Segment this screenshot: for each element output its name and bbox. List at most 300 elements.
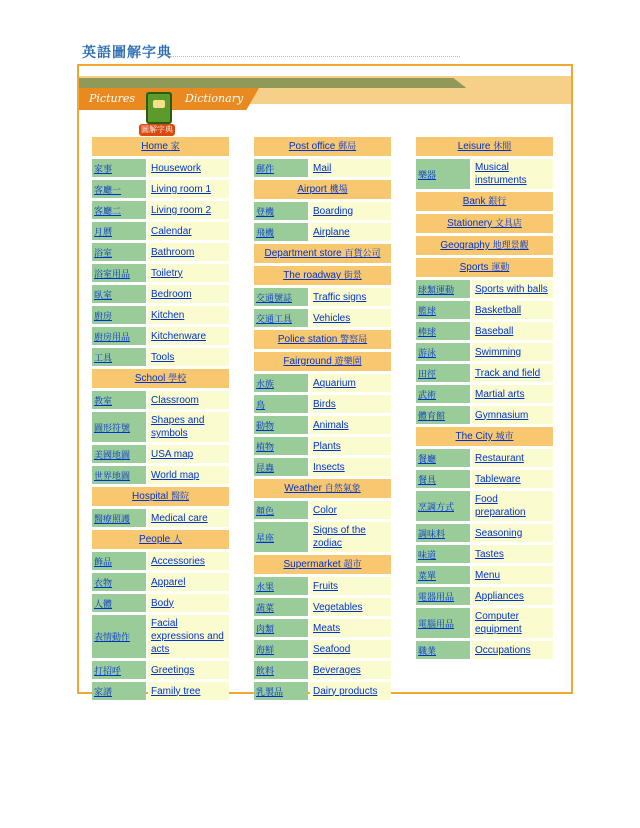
entry-en-cell xyxy=(310,501,391,519)
entry-en-link[interactable]: Housework xyxy=(151,162,202,174)
category-header[interactable] xyxy=(92,137,229,156)
category-header[interactable] xyxy=(416,192,553,211)
category-en: Sports xyxy=(459,262,489,273)
entry-zh-link[interactable]: 教室 xyxy=(94,396,113,407)
category-link[interactable] xyxy=(284,483,360,494)
entry-zh-link[interactable]: 植物 xyxy=(256,442,275,453)
entry-zh-link[interactable]: 體育館 xyxy=(418,411,446,422)
entry-en-link[interactable]: Family tree xyxy=(151,685,201,697)
entry-zh-link[interactable]: 水果 xyxy=(256,582,275,593)
entry-en-cell xyxy=(310,374,391,392)
entry-zh-cell xyxy=(92,243,146,261)
entry-zh-cell xyxy=(416,524,470,542)
category-zh: 百貨公司 xyxy=(344,249,381,259)
category-zh: 人 xyxy=(172,535,182,545)
entry-en-link[interactable]: Musical instruments xyxy=(475,162,527,186)
entry-row xyxy=(92,222,229,240)
category-en: Post office xyxy=(288,141,336,152)
entry-zh-link[interactable]: 客廳二 xyxy=(94,206,122,217)
entry-zh-link[interactable]: 飛機 xyxy=(256,228,275,239)
entry-row xyxy=(416,449,553,467)
entry-zh-cell xyxy=(416,406,470,424)
category-header[interactable] xyxy=(92,369,229,388)
entry-en-link[interactable]: World map xyxy=(151,469,200,481)
entry-row xyxy=(92,615,229,658)
entry-en-link[interactable]: Living room 2 xyxy=(151,204,212,216)
category-zh: 城市 xyxy=(495,432,514,442)
category-link[interactable] xyxy=(139,534,182,545)
entry-zh-cell xyxy=(416,301,470,319)
entry-zh-link[interactable]: 味道 xyxy=(418,550,437,561)
entry-row xyxy=(416,545,553,563)
entry-zh-link[interactable]: 籃球 xyxy=(418,306,437,317)
entry-en-cell xyxy=(148,159,229,177)
entry-zh-link[interactable]: 烹調方式 xyxy=(418,502,455,513)
category-zh: 家 xyxy=(170,142,180,152)
entry-row xyxy=(416,491,553,521)
entry-en-cell xyxy=(310,577,391,595)
entry-zh-link[interactable]: 餐廳 xyxy=(418,454,437,465)
entry-en-link[interactable]: Vehicles xyxy=(313,312,351,324)
entry-zh-cell xyxy=(92,264,146,282)
category-header[interactable] xyxy=(254,137,391,156)
category-header[interactable] xyxy=(92,530,229,549)
entry-en-cell xyxy=(472,280,553,298)
entry-en-cell xyxy=(472,449,553,467)
entry-row xyxy=(92,285,229,303)
entry-zh-link[interactable]: 鳥 xyxy=(256,400,266,411)
entry-zh-link[interactable]: 水族 xyxy=(256,379,275,390)
entry-zh-cell xyxy=(254,374,308,392)
category-header[interactable] xyxy=(416,236,553,255)
category-header[interactable] xyxy=(254,479,391,498)
entry-zh-cell xyxy=(254,437,308,455)
entry-zh-cell xyxy=(92,466,146,484)
category-header[interactable] xyxy=(416,258,553,277)
category-header[interactable] xyxy=(254,180,391,199)
entry-en-link[interactable]: Accessories xyxy=(151,555,205,567)
entry-zh-link[interactable]: 顏色 xyxy=(256,506,275,517)
entry-row xyxy=(254,682,391,700)
entry-row xyxy=(92,306,229,324)
entry-zh-cell xyxy=(92,445,146,463)
entry-en-cell xyxy=(472,524,553,542)
entry-en-link[interactable]: Martial arts xyxy=(475,388,525,400)
category-zh: 銀行 xyxy=(488,197,507,207)
entry-en-link[interactable]: Sports with balls xyxy=(475,283,548,295)
category-zh: 街景 xyxy=(343,271,362,281)
entry-zh-link[interactable]: 菜單 xyxy=(418,571,437,582)
entry-en-cell xyxy=(310,437,391,455)
entry-row xyxy=(254,288,391,306)
entry-row xyxy=(254,619,391,637)
entry-zh-cell xyxy=(254,223,308,241)
category-en: Bank xyxy=(462,196,486,207)
entry-zh-link[interactable]: 武術 xyxy=(418,390,437,401)
entry-zh-link[interactable]: 月曆 xyxy=(94,227,113,238)
category-link[interactable] xyxy=(297,184,347,195)
entry-zh-cell xyxy=(92,615,146,658)
entry-en-link[interactable]: Plants xyxy=(313,440,341,452)
entry-zh-cell xyxy=(416,491,470,521)
entry-en-cell xyxy=(310,288,391,306)
category-link[interactable] xyxy=(447,218,522,229)
entry-en-link[interactable]: Living room 1 xyxy=(151,183,212,195)
entry-zh-link[interactable]: 電腦用品 xyxy=(418,619,455,630)
entry-zh-cell xyxy=(92,573,146,591)
entry-en-link[interactable]: Shapes and symbols xyxy=(151,415,205,439)
entry-zh-link[interactable]: 職業 xyxy=(418,646,437,657)
category-en: Hospital xyxy=(132,491,169,502)
entry-zh-cell xyxy=(416,566,470,584)
entry-en-cell xyxy=(148,222,229,240)
entry-en-link[interactable]: Toiletry xyxy=(151,267,183,279)
category-link[interactable] xyxy=(283,270,362,281)
entry-zh-link[interactable]: 臥室 xyxy=(94,290,113,301)
entry-row xyxy=(416,406,553,424)
entry-zh-link[interactable]: 田徑 xyxy=(418,369,437,380)
entry-en-cell xyxy=(472,566,553,584)
entry-zh-link[interactable]: 人體 xyxy=(94,599,113,610)
entry-en-link[interactable]: Aquarium xyxy=(313,377,356,389)
entry-zh-cell xyxy=(92,222,146,240)
entry-row xyxy=(254,223,391,241)
entry-en-cell xyxy=(472,608,553,638)
category-header[interactable] xyxy=(416,427,553,446)
entry-row xyxy=(416,280,553,298)
category-en: The City xyxy=(455,431,493,442)
entry-en-link[interactable]: Vegetables xyxy=(313,601,363,613)
entry-en-cell xyxy=(148,180,229,198)
entry-zh-link[interactable]: 球類運動 xyxy=(418,285,455,296)
entry-en-link[interactable]: Tastes xyxy=(475,548,504,560)
entry-zh-cell xyxy=(254,577,308,595)
entry-zh-link[interactable]: 肉類 xyxy=(256,624,275,635)
entry-en-link[interactable]: Calendar xyxy=(151,225,192,237)
entry-en-cell xyxy=(148,243,229,261)
category-en: Home xyxy=(141,141,168,152)
entry-en-link[interactable]: Beverages xyxy=(313,664,361,676)
entry-row xyxy=(92,412,229,442)
entry-en-link[interactable]: Traffic signs xyxy=(313,291,367,303)
entry-row xyxy=(92,348,229,366)
entry-zh-cell xyxy=(92,327,146,345)
entry-en-link[interactable]: Computer equipment xyxy=(475,611,522,635)
entry-row xyxy=(416,301,553,319)
column-2 xyxy=(254,137,391,703)
category-header[interactable] xyxy=(254,244,391,263)
entry-zh-link[interactable]: 交通工具 xyxy=(256,314,293,325)
entry-en-link[interactable]: Dairy products xyxy=(313,685,378,697)
category-link[interactable] xyxy=(463,196,507,207)
entry-en-link[interactable]: Facial expressions and acts xyxy=(151,618,224,655)
entry-en-link[interactable]: USA map xyxy=(151,448,194,460)
entry-en-cell xyxy=(148,412,229,442)
entry-zh-link[interactable]: 美國地圖 xyxy=(94,450,131,461)
column-1 xyxy=(92,137,229,703)
entry-en-cell xyxy=(472,343,553,361)
category-en: The roadway xyxy=(283,270,341,281)
entry-en-link[interactable]: Mail xyxy=(313,162,332,174)
entry-zh-link[interactable]: 游泳 xyxy=(418,348,437,359)
entry-zh-cell xyxy=(416,608,470,638)
entry-en-cell xyxy=(310,598,391,616)
entry-zh-cell xyxy=(92,661,146,679)
entry-row xyxy=(254,309,391,327)
entry-en-link[interactable]: Apparel xyxy=(151,576,186,588)
entry-en-link[interactable]: Swimming xyxy=(475,346,522,358)
entry-en-link[interactable]: Basketball xyxy=(475,304,522,316)
entry-en-link[interactable]: Birds xyxy=(313,398,336,410)
entry-row xyxy=(416,322,553,340)
entry-en-cell xyxy=(148,327,229,345)
entry-en-link[interactable]: Fruits xyxy=(313,580,338,592)
category-en: Weather xyxy=(284,483,322,494)
entry-en-link[interactable]: Kitchen xyxy=(151,309,185,321)
entry-en-cell xyxy=(148,201,229,219)
entry-en-link[interactable]: Greetings xyxy=(151,664,195,676)
category-header[interactable] xyxy=(92,487,229,506)
entry-zh-link[interactable]: 世界地圖 xyxy=(94,471,131,482)
entry-row xyxy=(92,552,229,570)
entry-en-cell xyxy=(472,301,553,319)
entry-en-link[interactable]: Appliances xyxy=(475,590,524,602)
entry-en-cell xyxy=(472,322,553,340)
entry-en-cell xyxy=(310,619,391,637)
category-header[interactable] xyxy=(254,352,391,371)
entry-en-link[interactable]: Signs of the zodiac xyxy=(313,525,366,549)
entry-en-cell xyxy=(472,159,553,189)
entry-row xyxy=(416,566,553,584)
entry-zh-cell xyxy=(254,661,308,679)
entry-zh-link[interactable]: 星座 xyxy=(256,533,275,544)
entry-zh-link[interactable]: 廚房用品 xyxy=(94,332,131,343)
entry-en-link[interactable]: Bathroom xyxy=(151,246,195,258)
entry-en-link[interactable]: Animals xyxy=(313,419,349,431)
entry-zh-cell xyxy=(416,587,470,605)
entry-en-cell xyxy=(148,466,229,484)
entry-zh-link[interactable]: 飲料 xyxy=(256,666,275,677)
entry-en-link[interactable]: Body xyxy=(151,597,174,609)
category-link[interactable] xyxy=(460,262,510,273)
category-header[interactable] xyxy=(254,555,391,574)
entry-en-cell xyxy=(148,348,229,366)
entry-zh-cell xyxy=(92,509,146,527)
category-link[interactable] xyxy=(289,141,356,152)
category-zh: 超市 xyxy=(343,560,362,570)
entry-zh-cell xyxy=(416,470,470,488)
entry-en-cell xyxy=(472,641,553,659)
entry-row xyxy=(416,159,553,189)
entry-en-link[interactable]: Kitchenware xyxy=(151,330,207,342)
entry-zh-link[interactable]: 昆蟲 xyxy=(256,463,275,474)
entry-row xyxy=(416,608,553,638)
category-header[interactable] xyxy=(416,137,553,156)
entry-en-cell xyxy=(310,640,391,658)
entry-en-cell xyxy=(310,309,391,327)
entry-en-cell xyxy=(472,545,553,563)
category-header[interactable] xyxy=(254,266,391,285)
entry-row xyxy=(254,395,391,413)
entry-en-cell xyxy=(310,223,391,241)
entry-zh-cell xyxy=(92,306,146,324)
entry-zh-cell xyxy=(254,501,308,519)
entry-zh-cell xyxy=(254,522,308,552)
entry-en-cell xyxy=(148,682,229,700)
entry-zh-link[interactable]: 登機 xyxy=(256,207,275,218)
entry-zh-cell xyxy=(92,285,146,303)
entry-zh-cell xyxy=(254,159,308,177)
entry-zh-link[interactable]: 蔬菜 xyxy=(256,603,275,614)
entry-en-link[interactable]: Meats xyxy=(313,622,341,634)
entry-row xyxy=(92,509,229,527)
entry-en-link[interactable]: Menu xyxy=(475,569,501,581)
entry-zh-cell xyxy=(254,395,308,413)
dictionary-logo xyxy=(139,92,177,136)
entry-en-link[interactable]: Airplane xyxy=(313,226,350,238)
entry-zh-link[interactable]: 棒球 xyxy=(418,327,437,338)
entry-zh-link[interactable]: 醫療照護 xyxy=(94,514,131,525)
entry-en-link[interactable]: Color xyxy=(313,504,337,516)
entry-zh-link[interactable]: 電器用品 xyxy=(418,592,455,603)
entry-zh-link[interactable]: 飾品 xyxy=(94,557,113,568)
entry-zh-link[interactable]: 調味料 xyxy=(418,529,446,540)
entry-zh-link[interactable]: 郵件 xyxy=(256,164,275,175)
dictionary-frame xyxy=(77,64,573,698)
entry-en-link[interactable]: Food preparation xyxy=(475,494,526,518)
entry-zh-link[interactable]: 打招呼 xyxy=(94,666,122,677)
entry-zh-link[interactable]: 餐具 xyxy=(418,475,437,486)
entry-row xyxy=(92,445,229,463)
entry-en-link[interactable]: Tableware xyxy=(475,473,521,485)
entry-en-link[interactable]: Restaurant xyxy=(475,452,524,464)
entry-zh-cell xyxy=(92,682,146,700)
entry-row xyxy=(416,524,553,542)
category-link[interactable] xyxy=(440,240,528,251)
entry-row xyxy=(254,458,391,476)
category-link[interactable] xyxy=(132,491,189,502)
entry-zh-cell xyxy=(92,412,146,442)
entry-row xyxy=(92,180,229,198)
entry-zh-link[interactable]: 衣物 xyxy=(94,578,113,589)
entry-en-cell xyxy=(148,285,229,303)
entry-zh-cell xyxy=(254,309,308,327)
entry-zh-link[interactable]: 工具 xyxy=(94,353,113,364)
entry-row xyxy=(254,577,391,595)
entry-en-cell xyxy=(148,552,229,570)
entry-zh-link[interactable]: 樂器 xyxy=(418,170,437,181)
entry-row xyxy=(254,202,391,220)
entry-zh-link[interactable]: 廚房 xyxy=(94,311,113,322)
entry-row xyxy=(254,437,391,455)
entry-zh-cell xyxy=(416,280,470,298)
entry-row xyxy=(254,640,391,658)
entry-zh-link[interactable]: 乳製品 xyxy=(256,687,284,698)
category-header[interactable] xyxy=(416,214,553,233)
category-link[interactable] xyxy=(283,356,361,367)
category-link[interactable] xyxy=(264,248,380,259)
entry-zh-link[interactable]: 浴室用品 xyxy=(94,269,131,280)
entry-zh-cell xyxy=(416,159,470,189)
entry-en-link[interactable]: Classroom xyxy=(151,394,199,406)
category-link[interactable] xyxy=(283,559,361,570)
entry-en-cell xyxy=(310,661,391,679)
entry-zh-link[interactable]: 交通號誌 xyxy=(256,293,293,304)
entry-en-cell xyxy=(148,594,229,612)
entry-row xyxy=(254,374,391,392)
entry-en-cell xyxy=(472,385,553,403)
category-header[interactable] xyxy=(254,330,391,349)
entry-en-cell xyxy=(310,458,391,476)
entry-row xyxy=(92,264,229,282)
entry-row xyxy=(92,201,229,219)
entry-row xyxy=(254,501,391,519)
category-en: Supermarket xyxy=(283,559,341,570)
entry-en-cell xyxy=(472,470,553,488)
entry-en-link[interactable]: Boarding xyxy=(313,205,354,217)
entry-row xyxy=(92,243,229,261)
category-zh: 文具店 xyxy=(494,219,522,229)
category-en: People xyxy=(139,534,171,545)
entry-en-link[interactable]: Medical care xyxy=(151,512,208,524)
entry-row xyxy=(254,598,391,616)
entry-zh-cell xyxy=(416,322,470,340)
entry-en-link[interactable]: Bedroom xyxy=(151,288,192,300)
entry-en-link[interactable]: Track and field xyxy=(475,367,541,379)
category-link[interactable] xyxy=(458,141,512,152)
entry-en-link[interactable]: Occupations xyxy=(475,644,531,656)
entry-zh-link[interactable]: 客廳一 xyxy=(94,185,122,196)
category-en: Leisure xyxy=(457,141,491,152)
entry-zh-link[interactable]: 家譜 xyxy=(94,687,113,698)
entry-zh-link[interactable]: 海鮮 xyxy=(256,645,275,656)
entry-row xyxy=(416,470,553,488)
entry-zh-cell xyxy=(254,458,308,476)
entry-zh-link[interactable]: 動物 xyxy=(256,421,275,432)
logo-label: 圖解字典 xyxy=(141,125,173,134)
category-link[interactable] xyxy=(278,334,367,345)
entry-zh-cell xyxy=(416,545,470,563)
entry-row xyxy=(416,364,553,382)
category-zh: 地理景觀 xyxy=(492,241,529,251)
entry-zh-link[interactable]: 家事 xyxy=(94,164,113,175)
book-icon xyxy=(146,92,172,124)
entry-en-link[interactable]: Seasoning xyxy=(475,527,523,539)
entry-row xyxy=(92,573,229,591)
entry-row xyxy=(254,661,391,679)
category-link[interactable] xyxy=(135,373,186,384)
category-en: Stationery xyxy=(447,218,493,229)
category-link[interactable] xyxy=(455,431,513,442)
entry-row xyxy=(254,416,391,434)
entry-row xyxy=(92,466,229,484)
entry-en-link[interactable]: Gymnasium xyxy=(475,409,529,421)
entry-row xyxy=(92,327,229,345)
entry-zh-cell xyxy=(92,391,146,409)
entry-en-link[interactable]: Baseball xyxy=(475,325,514,337)
entry-zh-cell xyxy=(92,180,146,198)
entry-zh-link[interactable]: 浴室 xyxy=(94,248,113,259)
entry-en-link[interactable]: Insects xyxy=(313,461,345,473)
category-link[interactable] xyxy=(141,141,179,152)
entry-en-link[interactable]: Seafood xyxy=(313,643,351,655)
entry-zh-link[interactable]: 圖形符號 xyxy=(94,423,131,434)
entry-zh-link[interactable]: 表情動作 xyxy=(94,633,131,643)
title-divider xyxy=(170,56,460,57)
entry-en-cell xyxy=(148,306,229,324)
entry-en-link[interactable]: Tools xyxy=(151,351,175,363)
entry-zh-cell xyxy=(416,641,470,659)
